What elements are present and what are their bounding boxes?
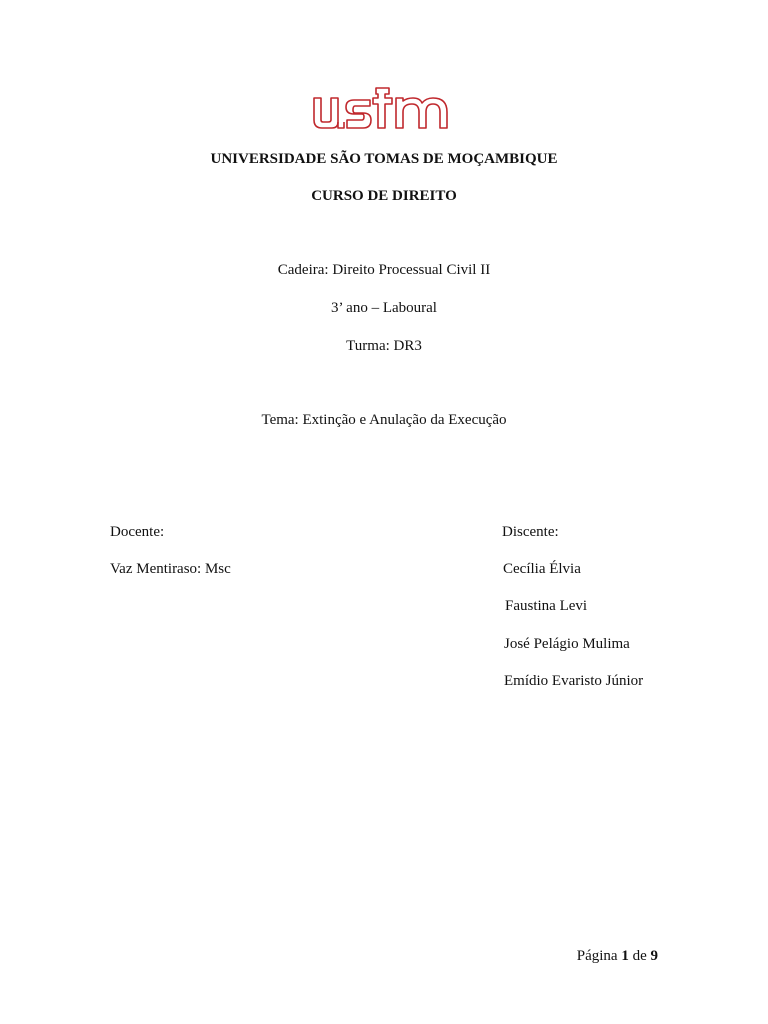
ustm-logo: [310, 84, 455, 132]
student-name: Emídio Evaristo Júnior: [504, 673, 644, 689]
teacher-name: Vaz Mentiraso: Msc: [110, 561, 231, 577]
course-name: CURSO DE DIREITO: [311, 188, 457, 204]
student-name: José Pelágio Mulima: [504, 636, 630, 652]
page-word: Página: [576, 948, 618, 964]
theme-line: [0, 411, 768, 429]
university-name: UNIVERSIDADE SÃO TOMAS DE MOÇAMBIQUE: [210, 151, 558, 167]
total-pages: 9: [650, 948, 658, 964]
year-line: 3’ ano – Laboural: [331, 300, 437, 316]
student-name: Cecília Élvia: [503, 561, 581, 577]
current-page: 1: [621, 948, 629, 964]
students-label: Discente:: [502, 524, 559, 540]
theme-label: Tema:: [261, 412, 299, 428]
theme-title: Extinção e Anulação da Execução: [302, 412, 507, 428]
page-number: [577, 947, 658, 965]
student-name: Faustina Levi: [505, 598, 588, 614]
class-line: Turma: DR3: [346, 338, 422, 354]
subject-line: Cadeira: Direito Processual Civil II: [277, 262, 491, 278]
teacher-label: Docente:: [110, 524, 165, 540]
of-word: de: [632, 948, 647, 964]
